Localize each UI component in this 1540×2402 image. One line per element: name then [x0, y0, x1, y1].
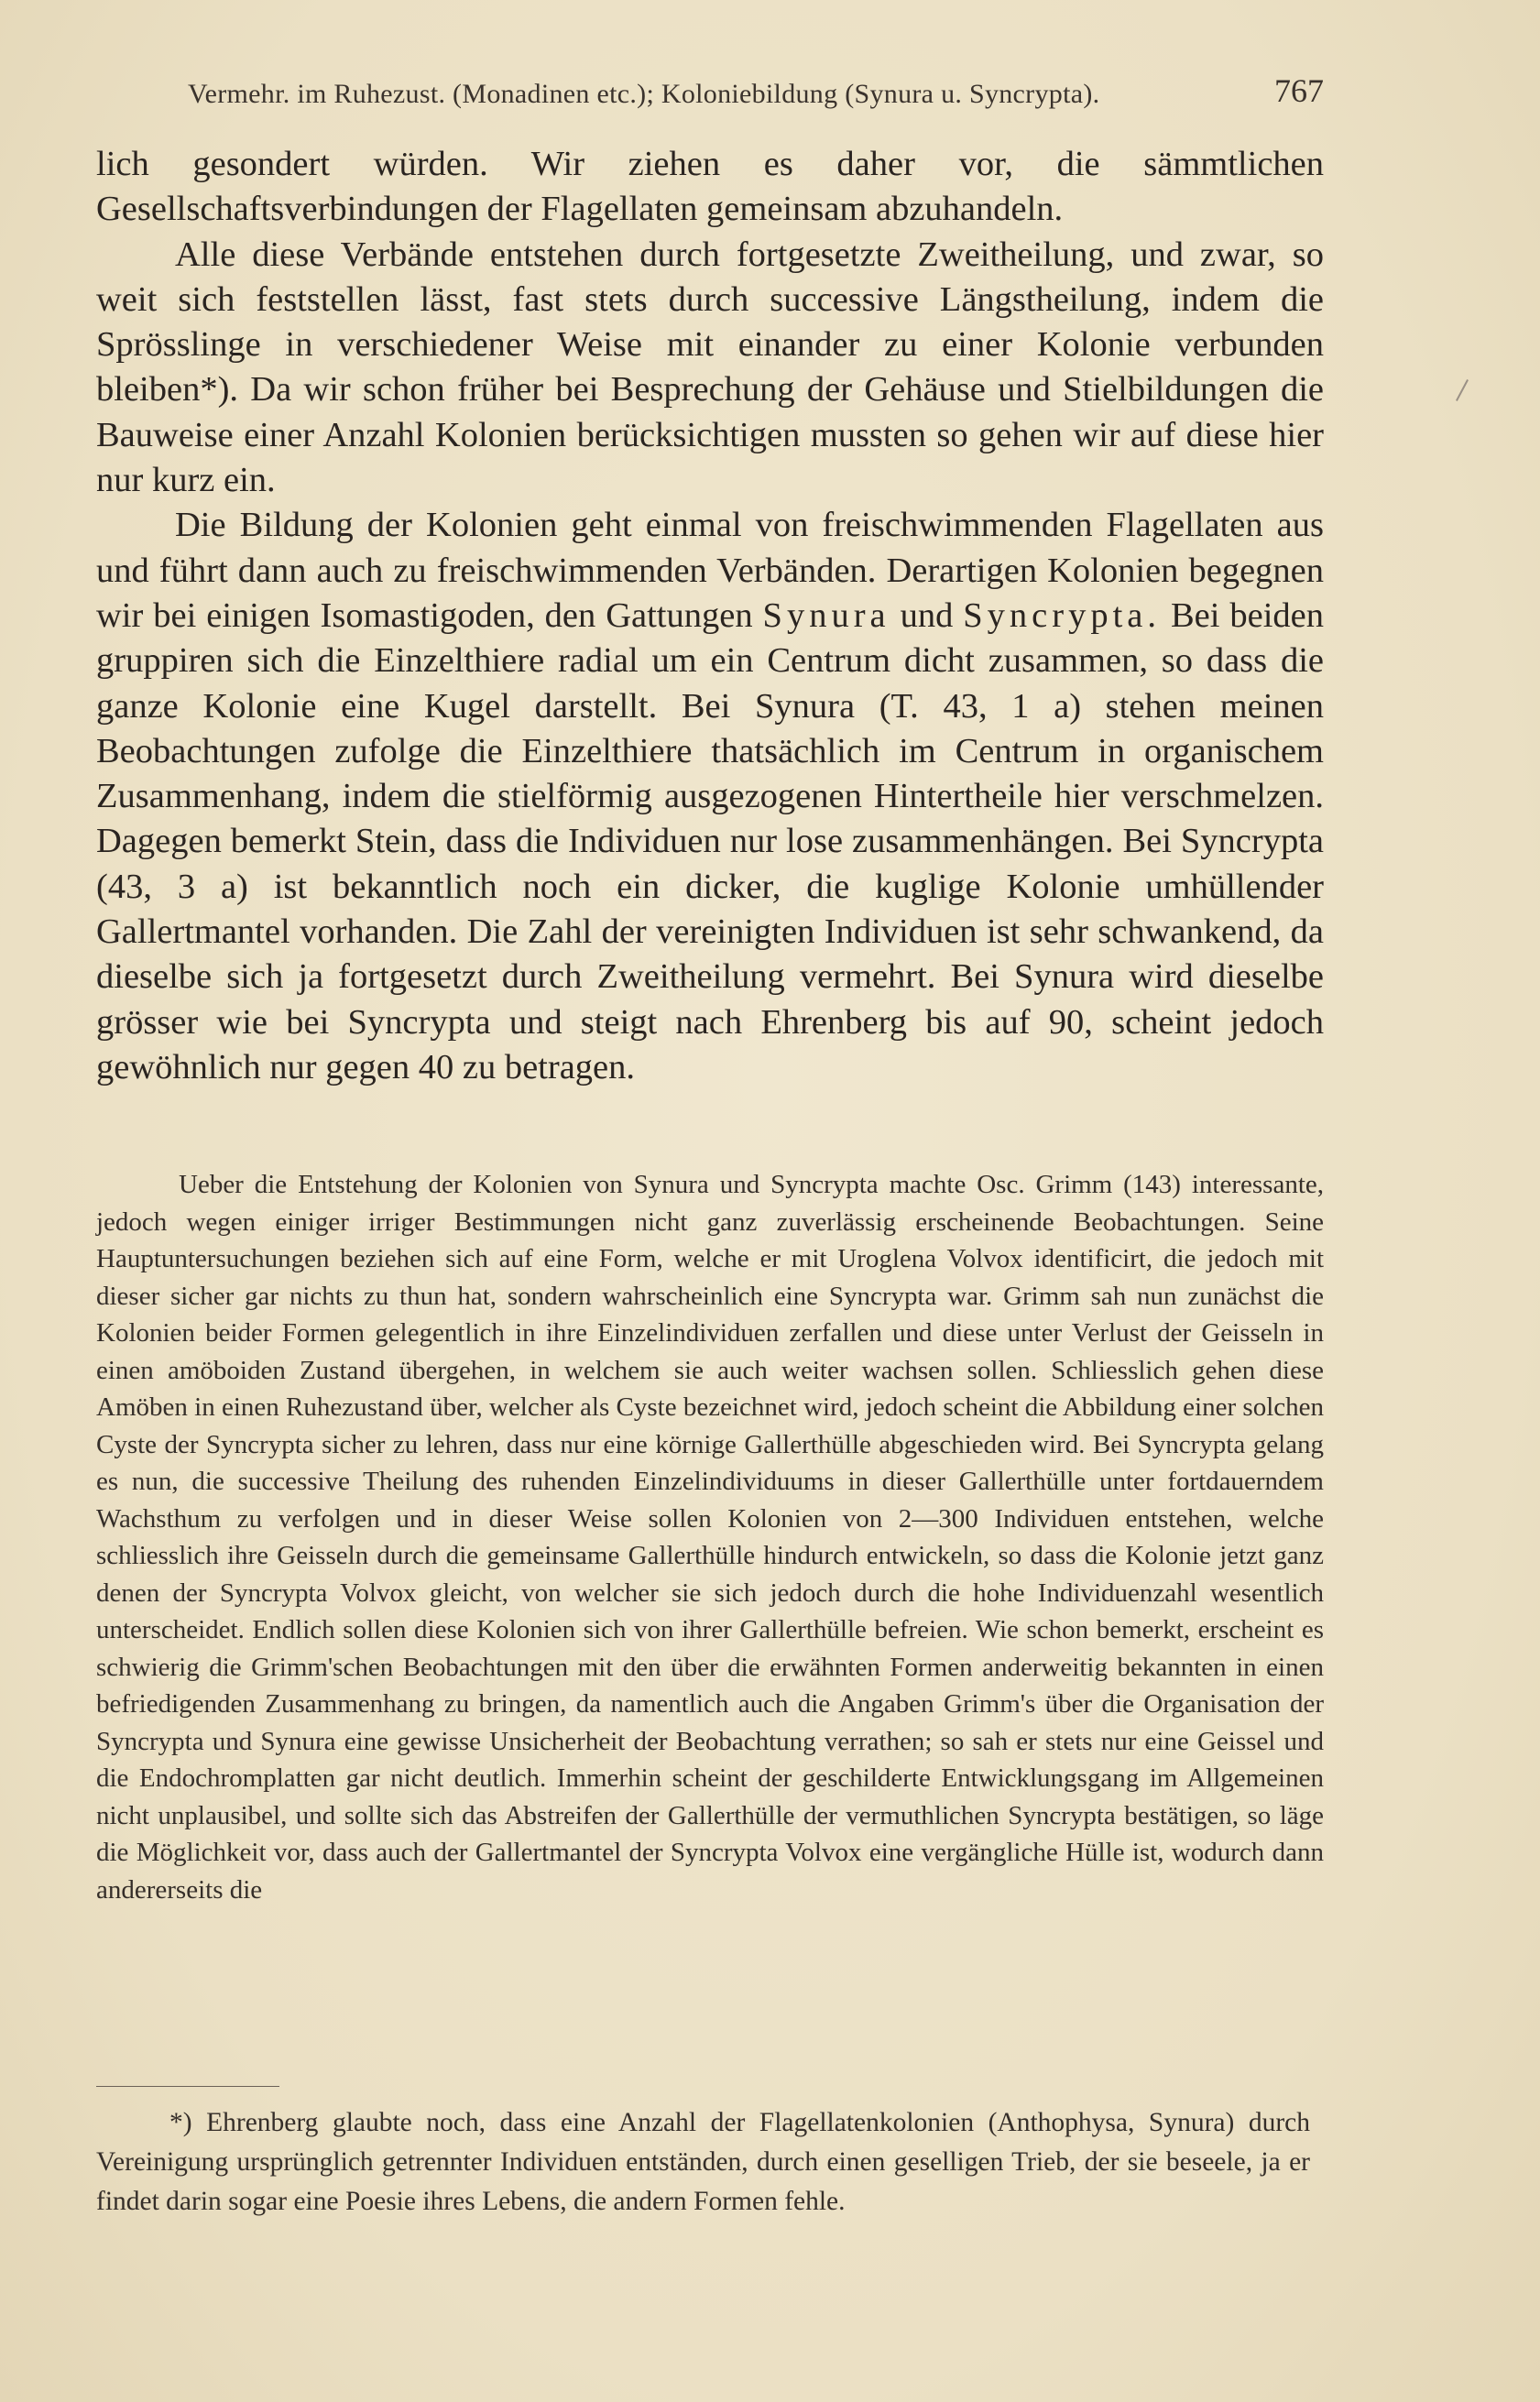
footnote: *) Ehrenberg glaubte noch, dass eine Anzahl der Flagellatenkolonien (Anthophysa, Synura) durch Vereinigung ursprünglich getrennter Individuen entständen, durch einen geselligen Trieb, der sie beseele, ja er findet darin sogar eine Poesie ihres Lebens, die andern Formen fehle. — [96, 2108, 1310, 2216]
genus-syncrypta: Syncrypta. — [963, 595, 1161, 635]
page-number: 767 — [1274, 72, 1324, 109]
paragraph-3-part-a: Die Bildung der Kolonien geht einmal von freischwimmenden Flagellaten aus und führt dann auch zu freischwimmenden Verbänden. Derartigen Kolonien begegnen wir bei einigen Isomastigoden, den Gattungen — [96, 506, 1324, 635]
footnote-rule — [96, 2086, 279, 2087]
running-title: Vermehr. im Ruhezust. (Monadinen etc.); Koloniebildung (Synura u. Syncrypta). — [188, 79, 1100, 109]
paragraph-2: Alle diese Verbände entstehen durch fortgesetzte Zweitheilung, und zwar, so weit sich feststellen lässt, fast stets durch successive Längstheilung, indem die Sprösslinge in verschiedener Weise mit einander zu einer Kolonie verbunden bleiben*). Da wir schon früher bei Besprechung der Gehäuse und Stielbildungen die Bauweise einer Anzahl Kolonien berücksichtigen mussten so gehen wir auf diese hier nur kurz ein. — [96, 235, 1324, 500]
paragraph-1: lich gesondert würden. Wir ziehen es daher vor, die sämmtlichen Gesellschaftsverbindungen der Flagellaten gemeinsam abzuhandeln. — [96, 145, 1324, 229]
margin-pencil-mark — [1456, 379, 1469, 401]
paragraph-3 — [96, 503, 1324, 1090]
main-text — [96, 142, 1324, 1090]
page-header — [96, 71, 1324, 117]
genus-synura: Synura — [762, 595, 890, 635]
small-print-paragraph: Ueber die Entstehung der Kolonien von Synura und Syncrypta machte Osc. Grimm (143) interessante, jedoch wegen einiger irriger Bestimmungen nicht ganz zuverlässig erscheinende Beobachtungen. Seine Hauptuntersuchungen beziehen sich auf eine Form, welche er mit Uroglena Volvox identificirt, die jedoch mit dieser sicher gar nichts zu thun hat, sondern wahrscheinlich eine Syncrypta war. Grimm sah nun zunächst die Kolonien beider Formen gelegentlich in ihre Einzelindividuen zerfallen und diese unter Verlust der Geisseln in einen amöboiden Zustand übergehen, in welchem sie auch weiter wachsen sollen. Schliesslich gehen diese Amöben in einen Ruhezustand über, welcher als Cyste bezeichnet wird, jedoch scheint die Abbildung einer solchen Cyste der Syncrypta sicher zu lehren, dass nur eine körnige Gallerthülle abgeschieden wird. Bei Syncrypta gelang es nun, die successive Theilung des ruhenden Einzelindividuums in dieser Gallerthülle unter fortdauerndem Wachsthum zu verfolgen und in dieser Weise sollen Kolonien von 2—300 Individuen entstehen, welche schliesslich ihre Geisseln durch die gemeinsame Gallerthülle hindurch entwickeln, so dass die Kolonie jetzt ganz denen der Syncrypta Volvox gleicht, von welcher sie sich jedoch durch die hohe Individuenzahl wesentlich unterscheidet. Endlich sollen diese Kolonien sich von ihrer Gallerthülle befreien. Wie schon bemerkt, erscheint es schwierig die Grimm'schen Beobachtungen mit den über die erwähnten Formen anderweitig bekannten in einen befriedigenden Zusammenhang zu bringen, da namentlich auch die Angaben Grimm's über die Organisation der Syncrypta und Synura eine gewisse Unsicherheit der Beobachtung verrathen; so sah er stets nur eine Geissel und die Endochromplatten gar nicht deutlich. Immerhin scheint der geschilderte Entwicklungsgang im Allgemeinen nicht unplausibel, und sollte sich das Abstreifen der Gallerthülle der vermuthlichen Syncrypta bestätigen, so läge die Möglichkeit vor, dass auch der Gallertmantel der Syncrypta Volvox eine vergängliche Hülle ist, wodurch dann andererseits die — [96, 1170, 1324, 1905]
paragraph-3-part-b: und — [900, 595, 954, 635]
paragraph-3-part-c: Bei beiden gruppiren sich die Einzelthiere radial um ein Centrum dicht zusammen, so dass die ganze Kolonie eine Kugel darstellt. Bei Synura (T. 43, 1 a) stehen meinen Beobachtungen zufolge die Einzelthiere thatsächlich im Centrum in organischem Zusammenhang, indem die stielförmig ausgezogenen Hintertheile hier verschmelzen. Dagegen bemerkt Stein, dass die Individuen nur lose zusammenhängen. Bei Syncrypta (43, 3 a) ist bekanntlich noch ein dicker, die kuglige Kolonie umhüllender Gallertmantel vorhanden. Die Zahl der vereinigten Individuen ist sehr schwankend, da dieselbe sich ja fortgesetzt durch Zweitheilung vermehrt. Bei Synura wird dieselbe grösser wie bei Syncrypta und steigt nach Ehrenberg bis auf 90, scheint jedoch gewöhnlich nur gegen 40 zu betragen. — [96, 595, 1324, 1086]
